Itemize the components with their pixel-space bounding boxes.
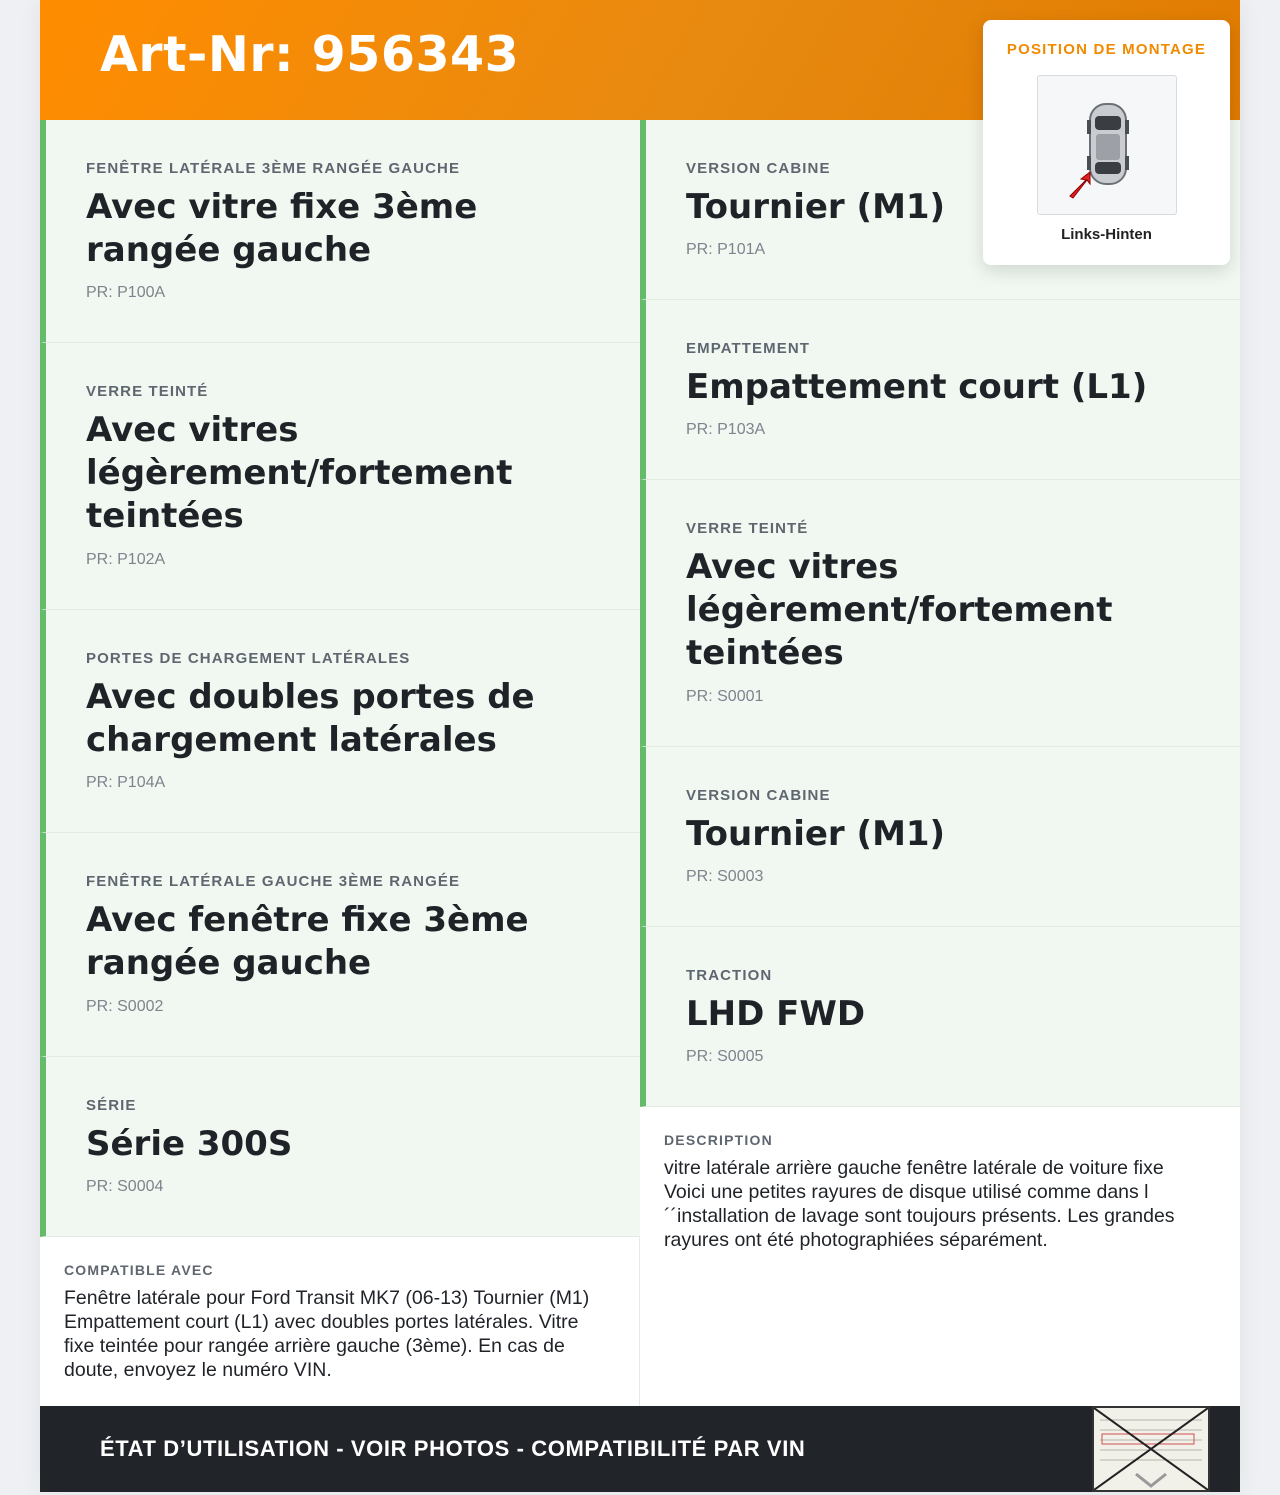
- attribute-value: Série 300S: [86, 1124, 293, 1164]
- attribute-card: [640, 480, 1240, 747]
- attribute-value: Empattement court (L1): [686, 367, 1148, 407]
- attribute-pr-code: PR: P102A: [86, 551, 166, 568]
- attribute-pr-code: PR: S0003: [686, 868, 764, 885]
- description-section: [640, 1107, 1240, 1406]
- attribute-label: TRACTION: [686, 967, 773, 984]
- document-stamp-icon: [1094, 1408, 1208, 1490]
- description-text: vitre latérale arrière gauche fenêtre latérale de voiture fixe Voici une petites rayures de disque utilisé comme dans l´´installation de lavage sont toujours présents. Les grandes rayures ont été photographiées séparément.: [664, 1157, 1175, 1251]
- attribute-card: [640, 300, 1240, 480]
- footer-text: ÉTAT D’UTILISATION - VOIR PHOTOS - COMPATIBILITÉ PAR VIN: [100, 1436, 806, 1461]
- mounting-title: POSITION DE MONTAGE: [1006, 41, 1207, 58]
- attribute-value: Avec doubles portes de chargement latérales: [86, 677, 535, 760]
- attribute-label: VERSION CABINE: [686, 787, 831, 804]
- attribute-pr-code: PR: S0005: [686, 1048, 764, 1065]
- attribute-value: Avec fenêtre fixe 3ème rangée gauche: [86, 900, 529, 983]
- attribute-value: Tournier (M1): [686, 814, 946, 854]
- attribute-card: [40, 833, 640, 1057]
- attribute-card: [40, 1057, 640, 1237]
- attribute-pr-code: PR: S0002: [86, 998, 164, 1015]
- attribute-label: VERSION CABINE: [686, 160, 831, 177]
- mounting-position-card: [983, 20, 1230, 265]
- attribute-card: [40, 343, 640, 610]
- attribute-label: EMPATTEMENT: [686, 340, 811, 357]
- mounting-position-label: Links-Hinten: [1061, 226, 1152, 243]
- attribute-label: PORTES DE CHARGEMENT LATÉRALES: [86, 650, 411, 667]
- attribute-label: FENÊTRE LATÉRALE GAUCHE 3ÈME RANGÉE: [86, 873, 461, 890]
- attribute-pr-code: PR: P100A: [86, 284, 166, 301]
- attribute-card: [40, 120, 640, 343]
- vin-document-thumbnail: [1092, 1406, 1210, 1492]
- attribute-label: SÉRIE: [86, 1097, 137, 1114]
- footer-bar: [40, 1406, 1240, 1492]
- compatible-text: Fenêtre latérale pour Ford Transit MK7 (06-13) Tournier (M1) Empattement court (L1) avec doubles portes latérales. Vitre fixe teintée pour rangée arrière gauche (3ème). En cas de doute, envoyez le numéro VIN.: [64, 1287, 590, 1381]
- attribute-card: [640, 747, 1240, 927]
- product-sheet: [40, 0, 1240, 1492]
- attribute-value: LHD FWD: [686, 994, 866, 1034]
- attribute-value: Tournier (M1): [686, 187, 946, 227]
- car-position-image: [1037, 75, 1177, 215]
- attribute-value: Avec vitre fixe 3ème rangée gauche: [86, 187, 478, 270]
- attribute-card: [40, 610, 640, 833]
- attribute-card: [640, 927, 1240, 1107]
- attribute-label: VERRE TEINTÉ: [686, 520, 809, 537]
- description-label: DESCRIPTION: [664, 1132, 773, 1148]
- compatible-section: [40, 1237, 640, 1406]
- attribute-label: VERRE TEINTÉ: [86, 383, 209, 400]
- attribute-pr-code: PR: P104A: [86, 774, 166, 791]
- attribute-pr-code: PR: S0004: [86, 1178, 164, 1195]
- attribute-label: FENÊTRE LATÉRALE 3ÈME RANGÉE GAUCHE: [86, 160, 461, 177]
- attribute-pr-code: PR: S0001: [686, 688, 764, 705]
- article-number: Art-Nr: 956343: [100, 26, 520, 83]
- compatible-label: COMPATIBLE AVEC: [64, 1262, 214, 1278]
- attribute-value: Avec vitres légèrement/fortement teintées: [86, 410, 513, 536]
- attribute-pr-code: PR: P103A: [686, 421, 766, 438]
- attribute-pr-code: PR: P101A: [686, 241, 766, 258]
- car-top-view-icon: [1038, 76, 1178, 216]
- attribute-value: Avec vitres légèrement/fortement teintées: [686, 547, 1113, 673]
